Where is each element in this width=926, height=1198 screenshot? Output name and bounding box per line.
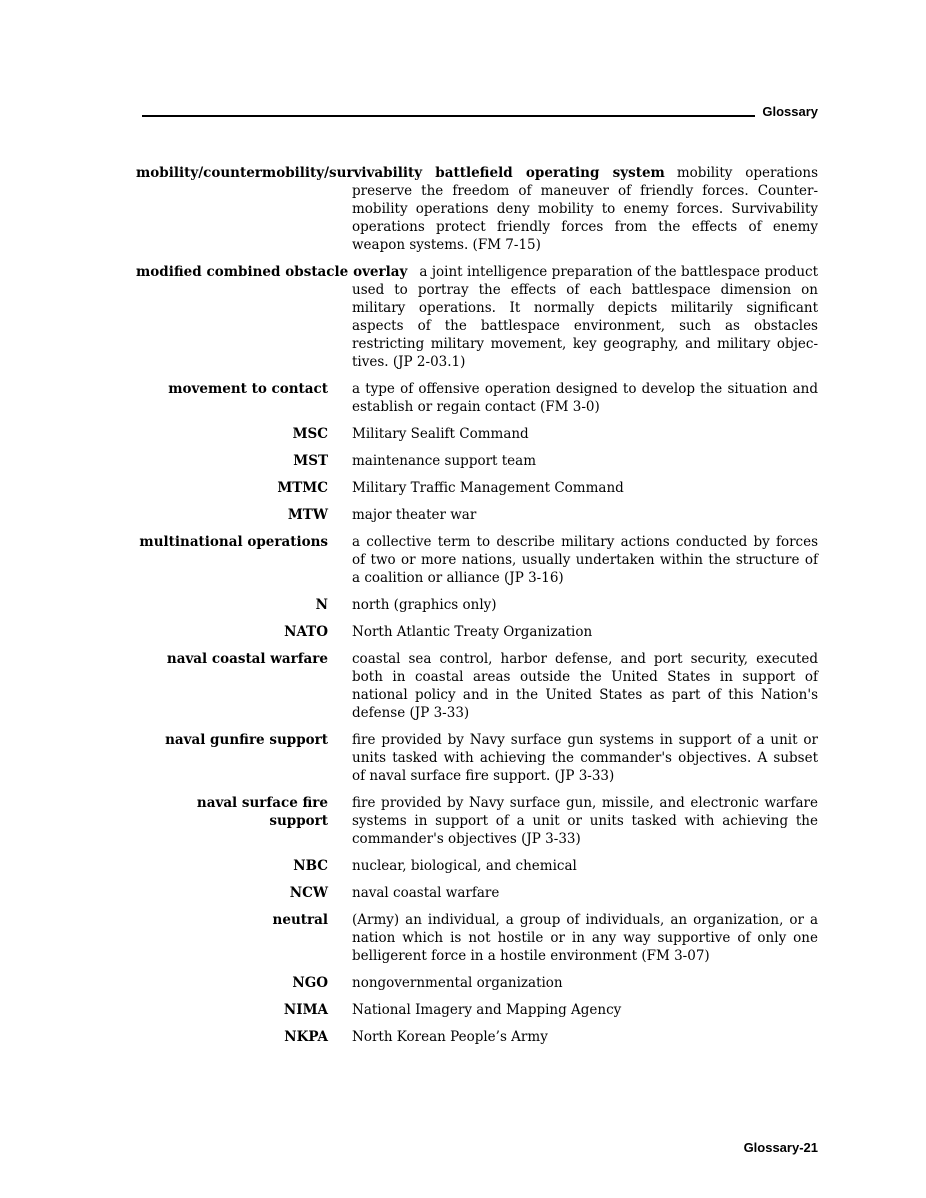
glossary-definition: North Atlantic Treaty Organization [352,624,593,640]
glossary-term: MTW [287,507,328,523]
glossary-term: naval coastal warfare [166,651,328,667]
glossary-entry [136,479,818,497]
glossary-definition: a type of offensive operation designed to develop the situation and establish or regain contact (FM 3-0) [352,381,818,415]
glossary-definition: fire provided by Navy surface gun systems in support of a unit or units tasked with achieving the commander's objectives. A subset of naval surface fire support. (JP 3-33) [352,732,818,784]
glossary-entry [136,380,818,416]
header-title: Glossary [762,104,818,119]
glossary-entry [136,1001,818,1019]
glossary-entry [136,263,818,371]
glossary-term: mobility/countermobility/survivability battlefield operating system [136,165,665,181]
glossary-definition: naval coastal warfare [352,885,500,901]
glossary-entry [136,650,818,722]
glossary-term: NBC [293,858,328,874]
glossary-definition: maintenance support team [352,453,537,469]
glossary-term: NIMA [283,1002,328,1018]
glossary-entry [136,794,818,848]
glossary-definition: a collective term to describe military actions conducted by forces of two or more nations, usually undertaken within the structure of a coalition or alliance (JP 3-16) [352,534,818,586]
glossary-term: multinational operations [139,534,328,550]
glossary-term: naval gunfire support [165,732,328,748]
glossary-definition: National Imagery and Mapping Agency [352,1002,622,1018]
glossary-entry [136,452,818,470]
glossary-entries [136,164,818,1055]
glossary-term: MST [293,453,328,469]
glossary-term: movement to contact [168,381,328,397]
glossary-definition: fire provided by Navy surface gun, missile, and electronic warfare systems in support of a unit or units tasked with achieving the commander's objectives (JP 3-33) [352,795,818,847]
glossary-entry [136,884,818,902]
glossary-definition: coastal sea control, harbor defense, and port security, executed both in coastal areas outside the United States in support of national policy and in the United States as part of this Nation's defense (JP 3-33) [352,651,818,721]
glossary-entry [136,911,818,965]
page-number: Glossary-21 [743,1140,818,1155]
glossary-entry [136,731,818,785]
glossary-definition: North Korean People’s Army [352,1029,548,1045]
glossary-term: MTMC [277,480,328,496]
glossary-definition: north (graphics only) [352,597,497,613]
glossary-term: NATO [284,624,328,640]
header-rule [142,115,755,117]
glossary-definition: nongovernmental organization [352,975,563,991]
glossary-entry [136,1028,818,1046]
glossary-entry [136,506,818,524]
glossary-definition: Military Traffic Management Command [352,480,624,496]
glossary-definition: nuclear, biological, and chemical [352,858,577,874]
glossary-entry [136,425,818,443]
glossary-term: modified combined obstacle overlay [136,264,408,280]
glossary-definition: (Army) an individual, a group of individuals, an organization, or a nation which is not hostile or in any way supportive of only one belligerent force in a hostile environment (FM 3-07) [352,912,818,964]
glossary-term: neutral [272,912,328,928]
glossary-entry [136,857,818,875]
glossary-entry [136,164,818,254]
glossary-term: N [315,597,328,613]
glossary-term: NGO [292,975,328,991]
glossary-definition: mobility operations preserve the freedom of maneuver of friendly forces. Countermobility operations deny mobility to enemy forces. Survivability operations protect friendly forces from the effects of enemy weapon systems. (FM 7-15) [352,165,819,253]
glossary-term: MSC [292,426,328,442]
glossary-definition: major theater war [352,507,477,523]
glossary-entry [136,596,818,614]
glossary-definition: a joint intelligence preparation of the battlespace product used to portray the effects of each battlespace dimension on military operations. It normally depicts militarily significant aspects of the battlespace environment, such as obstacles restricting military movement, key geography, and military objectives. (JP 2-03.1) [352,264,818,370]
glossary-entry [136,623,818,641]
page-header [142,104,818,120]
glossary-term: NKPA [284,1029,328,1045]
glossary-term: NCW [289,885,328,901]
glossary-entry [136,974,818,992]
glossary-term: naval surface fire support [196,795,328,829]
glossary-entry [136,533,818,587]
glossary-definition: Military Sealift Command [352,426,529,442]
